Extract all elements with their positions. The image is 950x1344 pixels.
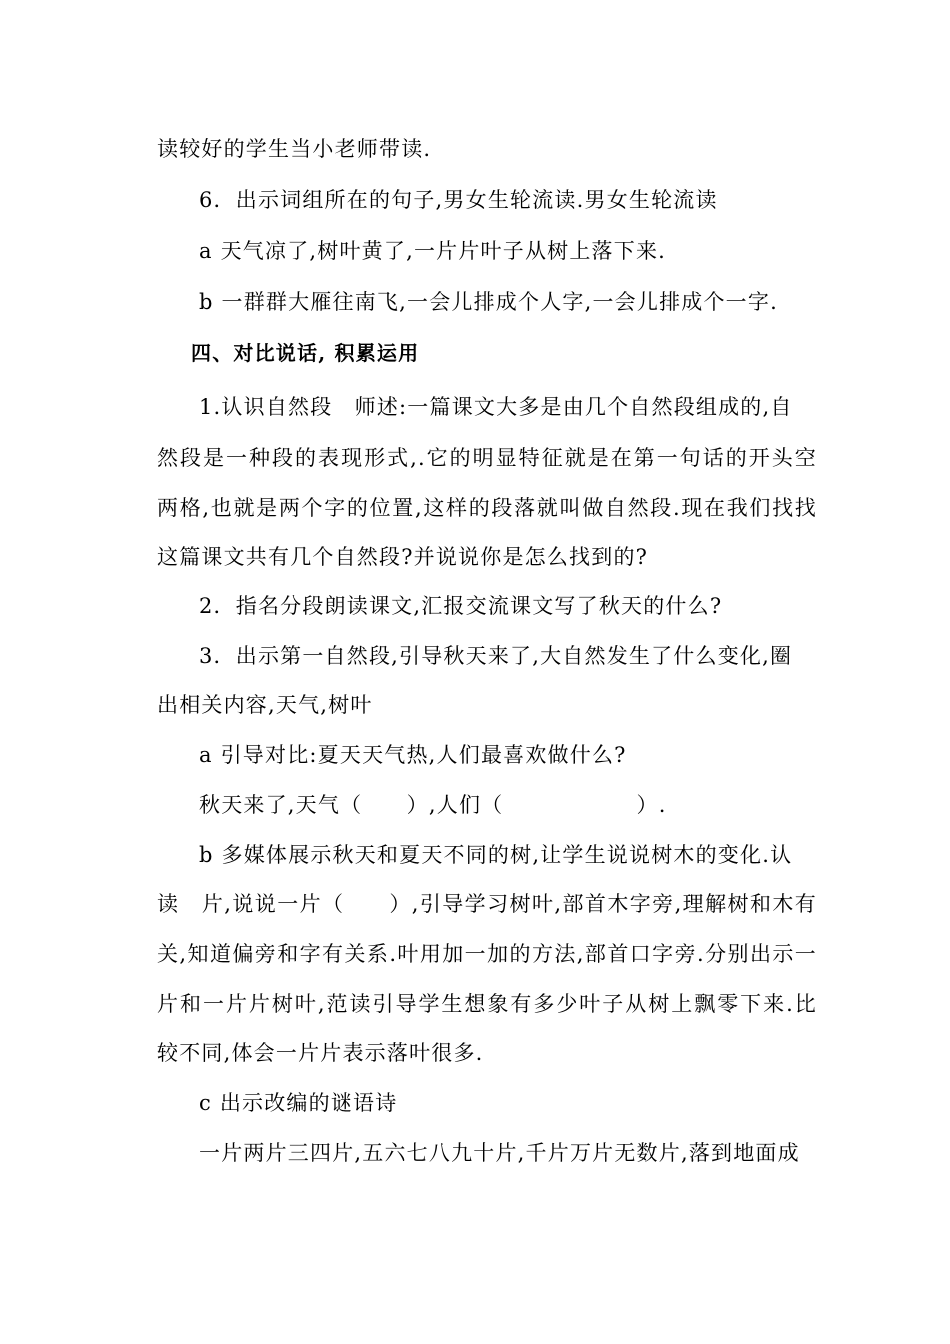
- text-line: 6．出示词组所在的句子,男女生轮流读.男女生轮流读: [199, 188, 718, 212]
- text-line: 这篇课文共有几个自然段?并说说你是怎么找到的?: [157, 545, 649, 569]
- text-line: 关,知道偏旁和字有关系.叶用加一加的方法,部首口字旁.分别出示一: [157, 942, 817, 966]
- text-line: 出相关内容,天气,树叶: [157, 693, 373, 717]
- text-line: a 引导对比:夏天天气热,人们最喜欢做什么?: [199, 743, 627, 767]
- text-line: 2．指名分段朗读课文,汇报交流课文写了秋天的什么?: [199, 594, 723, 618]
- text-line: 读 片,说说一片（ ）,引导学习树叶,部首木字旁,理解树和木有: [157, 892, 817, 916]
- text-line: 秋天来了,天气（ ）,人们（ ）.: [199, 793, 667, 817]
- text-line: 读较好的学生当小老师带读.: [157, 137, 432, 161]
- text-line: 然段是一种段的表现形式,.它的明显特征就是在第一句话的开头空: [157, 446, 817, 470]
- text-line: a 天气凉了,树叶黄了,一片片叶子从树上落下来.: [199, 239, 667, 263]
- text-line: 两格,也就是两个字的位置,这样的段落就叫做自然段.现在我们找找: [157, 496, 817, 520]
- text-line: 1.认识自然段 师述:一篇课文大多是由几个自然段组成的,自: [199, 395, 793, 419]
- text-line: c 出示改编的谜语诗: [199, 1091, 398, 1115]
- text-line: 较不同,体会一片片表示落叶很多.: [157, 1041, 484, 1065]
- text-line: b 一群群大雁往南飞,一会儿排成个人字,一会儿排成个一字.: [199, 290, 778, 314]
- text-line: 3．出示第一自然段,引导秋天来了,大自然发生了什么变化,圈: [199, 644, 793, 668]
- text-line: b 多媒体展示秋天和夏天不同的树,让学生说说树木的变化.认: [199, 843, 793, 867]
- text-line: 一片两片三四片,五六七八九十片,千片万片无数片,落到地面成: [199, 1141, 800, 1165]
- section-heading: 四、对比说话, 积累运用: [191, 341, 420, 365]
- text-line: 片和一片片树叶,范读引导学生想象有多少叶子从树上飘零下来.比: [157, 992, 817, 1016]
